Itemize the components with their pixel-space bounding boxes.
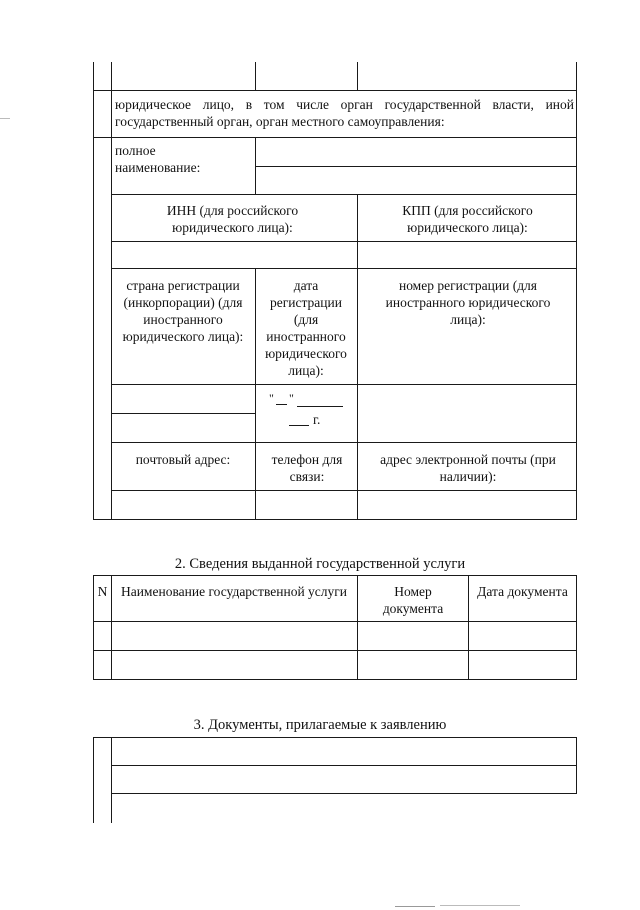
row-divider xyxy=(93,679,577,680)
date-year-blank xyxy=(289,425,309,426)
col-divider xyxy=(93,737,94,823)
row-divider xyxy=(111,490,577,491)
col-divider xyxy=(111,737,112,823)
col-divider xyxy=(576,575,577,680)
col-divider xyxy=(576,737,577,793)
column-header-doc-number: Номер документа xyxy=(382,584,444,616)
reg-number-label: номер регистрации (для иностранного юридического лица): xyxy=(385,278,551,327)
row-divider xyxy=(93,575,577,576)
row-divider xyxy=(111,793,577,794)
column-header-doc-date: Дата документа xyxy=(477,584,568,599)
kpp-label: КПП (для российского юридического лица): xyxy=(402,203,533,235)
scan-mark xyxy=(395,906,435,907)
phone-label: телефон для связи: xyxy=(271,452,343,484)
col-divider xyxy=(357,62,358,90)
row-divider xyxy=(111,413,255,414)
col-divider xyxy=(255,137,256,194)
full-name-label: полное наименование: xyxy=(115,143,201,175)
col-divider xyxy=(357,194,358,268)
table-border-inner-left xyxy=(111,62,112,519)
table-border-left xyxy=(93,62,94,519)
reg-date-label: дата регистрации (для иностранного юридического лица): xyxy=(265,278,347,378)
col-divider xyxy=(357,268,358,519)
row-divider xyxy=(255,166,577,167)
row-divider xyxy=(111,268,577,269)
row-divider xyxy=(111,384,577,385)
section3-title: 3. Документы, прилагаемые к заявлению xyxy=(193,717,447,733)
row-divider xyxy=(93,737,577,738)
legal-entity-label: юридическое лицо, в том числе орган государственной власти, иной государственный орган, орган местного самоуправления: xyxy=(115,97,574,129)
email-label: адрес электронной почты (при наличии): xyxy=(380,452,556,484)
date-quote-open: " xyxy=(269,391,274,405)
row-divider xyxy=(111,765,577,766)
row-divider xyxy=(111,442,577,443)
date-day-blank xyxy=(276,404,287,405)
section2-title: 2. Сведения выданной государственной услуги xyxy=(174,556,466,572)
year-suffix: г. xyxy=(313,412,321,427)
scan-mark xyxy=(0,118,10,119)
column-header-n: N xyxy=(97,584,108,599)
col-divider xyxy=(357,575,358,680)
table-border-right xyxy=(576,62,577,519)
country-label: страна регистрации (инкорпорации) (для иностранного юридического лица): xyxy=(122,278,244,344)
date-quote-close: " xyxy=(289,391,294,405)
row-divider xyxy=(93,519,577,520)
row-divider xyxy=(111,241,577,242)
row-divider xyxy=(93,137,577,138)
scan-mark xyxy=(440,905,520,906)
col-divider xyxy=(111,575,112,680)
row-divider xyxy=(93,90,577,91)
col-divider xyxy=(255,62,256,90)
row-divider xyxy=(93,621,577,622)
postal-address-label: почтовый адрес: xyxy=(135,452,231,467)
column-header-service-name: Наименование государственной услуги xyxy=(120,584,348,599)
row-divider xyxy=(111,194,577,195)
date-month-blank xyxy=(297,406,343,407)
row-divider xyxy=(93,650,577,651)
col-divider xyxy=(255,268,256,519)
inn-label: ИНН (для российского юридического лица): xyxy=(166,203,299,235)
